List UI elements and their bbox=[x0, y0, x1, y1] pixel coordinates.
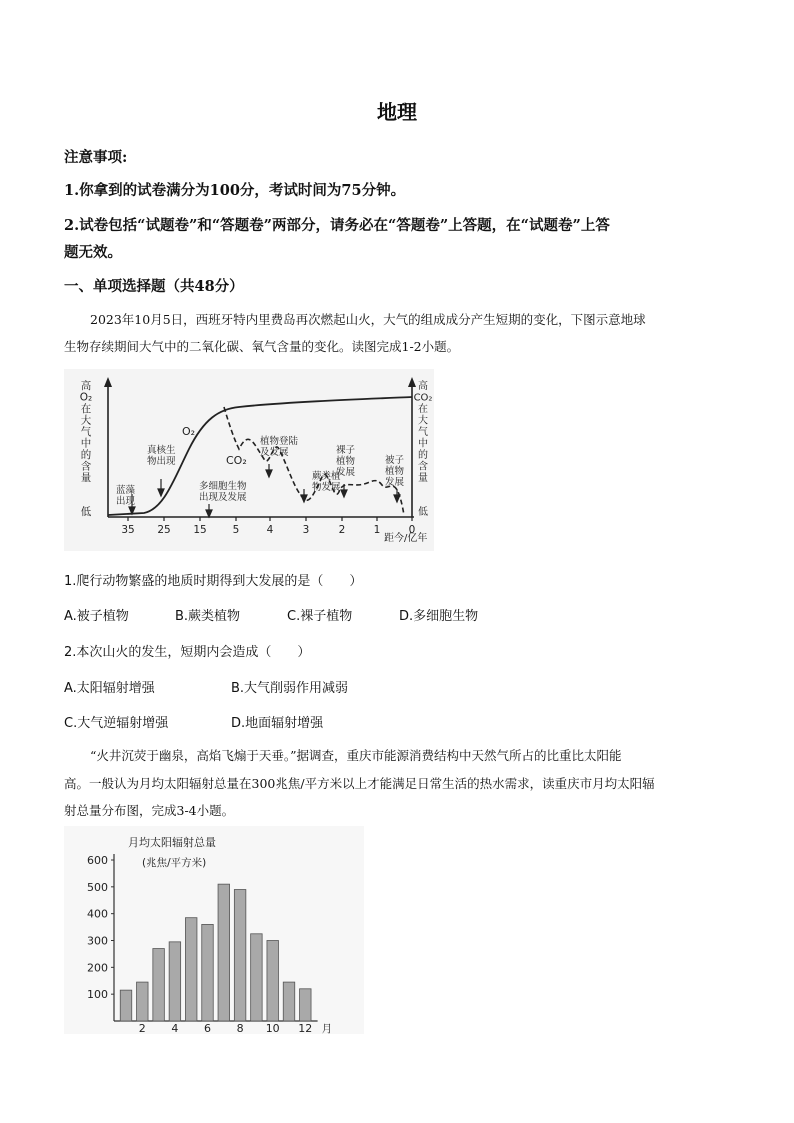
bar bbox=[137, 982, 149, 1021]
y-tick-label: 600 bbox=[87, 854, 108, 867]
o2-label: O₂ bbox=[182, 425, 196, 438]
passage2-line2: 高。一般认为月均太阳辐射总量在300兆焦/平方米以上才能满足日常生活的热水需求，读重庆市月均太阳辐 bbox=[64, 776, 655, 791]
event-arrows bbox=[129, 464, 400, 517]
right-axis-char: 大 bbox=[418, 415, 428, 427]
right-axis-label bbox=[414, 379, 433, 518]
y-tick-label: 100 bbox=[87, 988, 108, 1002]
x-tick-label: 10 bbox=[265, 1022, 280, 1034]
q1-option-c[interactable]: C.裸子植物 bbox=[287, 609, 353, 624]
ann-eukaryote-1: 真核生 bbox=[147, 445, 176, 456]
y-tick-label: 500 bbox=[87, 880, 108, 894]
x-tick-label: 5 bbox=[232, 524, 240, 536]
svg-text:真核生 物出现 bbox=[147, 444, 179, 467]
chart-title: 月均太阳辐射总量 bbox=[128, 836, 216, 849]
notice-1: 1.你拿到的试卷满分为100分，考试时间为75分钟。 bbox=[64, 182, 406, 199]
q1-stem: 1.爬行动物繁盛的地质时期得到大发展的是（ ） bbox=[64, 574, 363, 589]
q2-stem: 2.本次山火的发生，短期内会造成（ ） bbox=[64, 645, 311, 660]
right-axis-char: 低 bbox=[418, 507, 428, 518]
ann-angio-3: 发展 bbox=[385, 477, 405, 488]
section-heading: 一、单项选择题（共48分） bbox=[64, 278, 244, 295]
left-axis-char: 低 bbox=[80, 506, 92, 518]
left-axis-char: 含 bbox=[80, 460, 92, 473]
ann-angio-1: 被子 bbox=[385, 455, 405, 466]
right-axis-char: 含 bbox=[418, 461, 428, 473]
atmosphere-evolution-figure bbox=[64, 369, 434, 551]
bar bbox=[283, 982, 295, 1021]
x-axis-ticks bbox=[121, 517, 415, 536]
bar bbox=[234, 890, 246, 1021]
q2-option-c[interactable]: C.大气逆辐射增强 bbox=[64, 716, 169, 731]
bar bbox=[120, 990, 132, 1021]
x-tick-label: 1 bbox=[373, 524, 381, 536]
bar bbox=[267, 941, 279, 1022]
bar bbox=[300, 989, 312, 1021]
passage2-line1: “火井沉荧于幽泉，高焰飞煽于天垂。”据调查，重庆市能源消费结构中天然气所占的比重比太阳能 bbox=[90, 748, 622, 763]
x-axis-unit: 距今/亿年 bbox=[384, 533, 428, 544]
x-tick-label: 3 bbox=[302, 524, 310, 536]
solar-radiation-bar-chart bbox=[64, 826, 364, 1034]
ann-ferns-1: 蕨类植 bbox=[312, 471, 341, 482]
x-tick-label: 8 bbox=[236, 1022, 244, 1034]
svg-text:被子 植物 发展 bbox=[385, 454, 407, 488]
ann-angio-2: 植物 bbox=[385, 466, 405, 477]
right-axis-char: CO₂ bbox=[413, 392, 433, 404]
page-title: 地理 bbox=[377, 100, 417, 124]
svg-text:植物登陆 及发展 bbox=[260, 435, 301, 458]
right-axis-char: 中 bbox=[418, 438, 428, 450]
bar bbox=[185, 918, 197, 1021]
left-axis-char: 气 bbox=[80, 426, 92, 438]
ann-gymno-1: 裸子 bbox=[336, 445, 356, 456]
q2-option-b[interactable]: B.大气削弱作用减弱 bbox=[231, 681, 349, 696]
x-axis-label: 月 bbox=[321, 1023, 333, 1034]
right-axis-char: 在 bbox=[418, 404, 428, 415]
passage1-line2: 生物存续期间大气中的二氧化碳、氧气含量的变化。读图完成1-2小题。 bbox=[64, 339, 460, 354]
passage1-line1: 2023年10月5日，西班牙特内里费岛再次燃起山火，大气的组成成分产生短期的变化，下图示意地球 bbox=[90, 312, 646, 327]
left-axis-char: 的 bbox=[80, 449, 92, 461]
co2-curve bbox=[224, 407, 404, 515]
x-tick-label: 12 bbox=[298, 1022, 313, 1034]
left-axis-char: 大 bbox=[80, 414, 92, 427]
ann-land-plants-2: 及发展 bbox=[260, 447, 289, 458]
left-axis-char: O₂ bbox=[79, 391, 93, 404]
left-axis-char: 中 bbox=[80, 437, 92, 450]
solar-radiation-figure bbox=[64, 826, 364, 1034]
ann-multicell-2: 出现及发展 bbox=[199, 492, 247, 503]
right-axis-char: 的 bbox=[418, 450, 428, 461]
bar bbox=[218, 884, 230, 1021]
x-tick-label: 25 bbox=[157, 524, 171, 536]
left-axis-char: 在 bbox=[80, 403, 92, 415]
x-tick-label: 0 bbox=[408, 524, 416, 536]
ann-land-plants-1: 植物登陆 bbox=[260, 436, 299, 447]
left-axis-char: 高 bbox=[80, 380, 92, 392]
q1-option-b[interactable]: B.蕨类植物 bbox=[175, 609, 241, 624]
q2-option-d[interactable]: D.地面辐射增强 bbox=[231, 716, 324, 731]
y-tick-label: 200 bbox=[87, 961, 108, 975]
right-axis-char: 量 bbox=[418, 473, 428, 484]
y-tick-label: 400 bbox=[87, 907, 108, 921]
ann-algae-1: 蓝藻 bbox=[116, 485, 136, 496]
svg-text:多细胞生物 出现及发展 bbox=[199, 480, 250, 503]
x-tick-label: 2 bbox=[338, 524, 346, 536]
right-axis-char: 气 bbox=[418, 427, 428, 438]
x-tick-label: 4 bbox=[171, 1022, 179, 1034]
q2-option-a[interactable]: A.太阳辐射增强 bbox=[64, 681, 155, 696]
x-tick-label: 4 bbox=[266, 524, 274, 536]
bar bbox=[169, 942, 181, 1021]
left-axis-label bbox=[80, 379, 92, 518]
notice-heading: 注意事项: bbox=[64, 149, 128, 166]
ann-multicell-1: 多细胞生物 bbox=[199, 481, 247, 492]
svg-text:裸子 植物 发展 bbox=[336, 445, 358, 478]
chart-subtitle: (兆焦/平方米) bbox=[142, 857, 207, 869]
x-tick-label: 2 bbox=[138, 1022, 146, 1034]
x-tick-label: 15 bbox=[193, 524, 207, 536]
co2-label: CO₂ bbox=[226, 454, 247, 467]
bar bbox=[153, 949, 165, 1021]
right-axis-char: 高 bbox=[418, 381, 428, 392]
x-tick-label: 35 bbox=[121, 524, 135, 536]
ann-ferns-2: 物发展 bbox=[312, 482, 341, 493]
atmosphere-evolution-diagram bbox=[64, 369, 434, 551]
svg-text:蓝藻 出现 bbox=[116, 484, 138, 507]
ann-gymno-2: 植物 bbox=[336, 456, 356, 467]
notice-2-line2: 题无效。 bbox=[64, 244, 122, 261]
bar bbox=[202, 924, 214, 1021]
ann-eukaryote-2: 物出现 bbox=[147, 456, 176, 467]
q1-option-d[interactable]: D.多细胞生物 bbox=[399, 609, 479, 624]
passage2-line3: 射总量分布图，完成3-4小题。 bbox=[64, 803, 235, 818]
ann-gymno-3: 发展 bbox=[336, 467, 356, 478]
x-tick-label: 6 bbox=[204, 1022, 211, 1034]
y-tick-label: 300 bbox=[87, 934, 108, 948]
ann-algae-2: 出现 bbox=[116, 496, 136, 507]
q1-option-a[interactable]: A.被子植物 bbox=[64, 609, 129, 624]
notice-2-line1: 2.试卷包括“试题卷”和“答题卷”两部分，请务必在“答题卷”上答题，在“试题卷”上答 bbox=[64, 217, 610, 234]
left-axis-char: 量 bbox=[80, 472, 92, 484]
bar bbox=[251, 934, 263, 1021]
